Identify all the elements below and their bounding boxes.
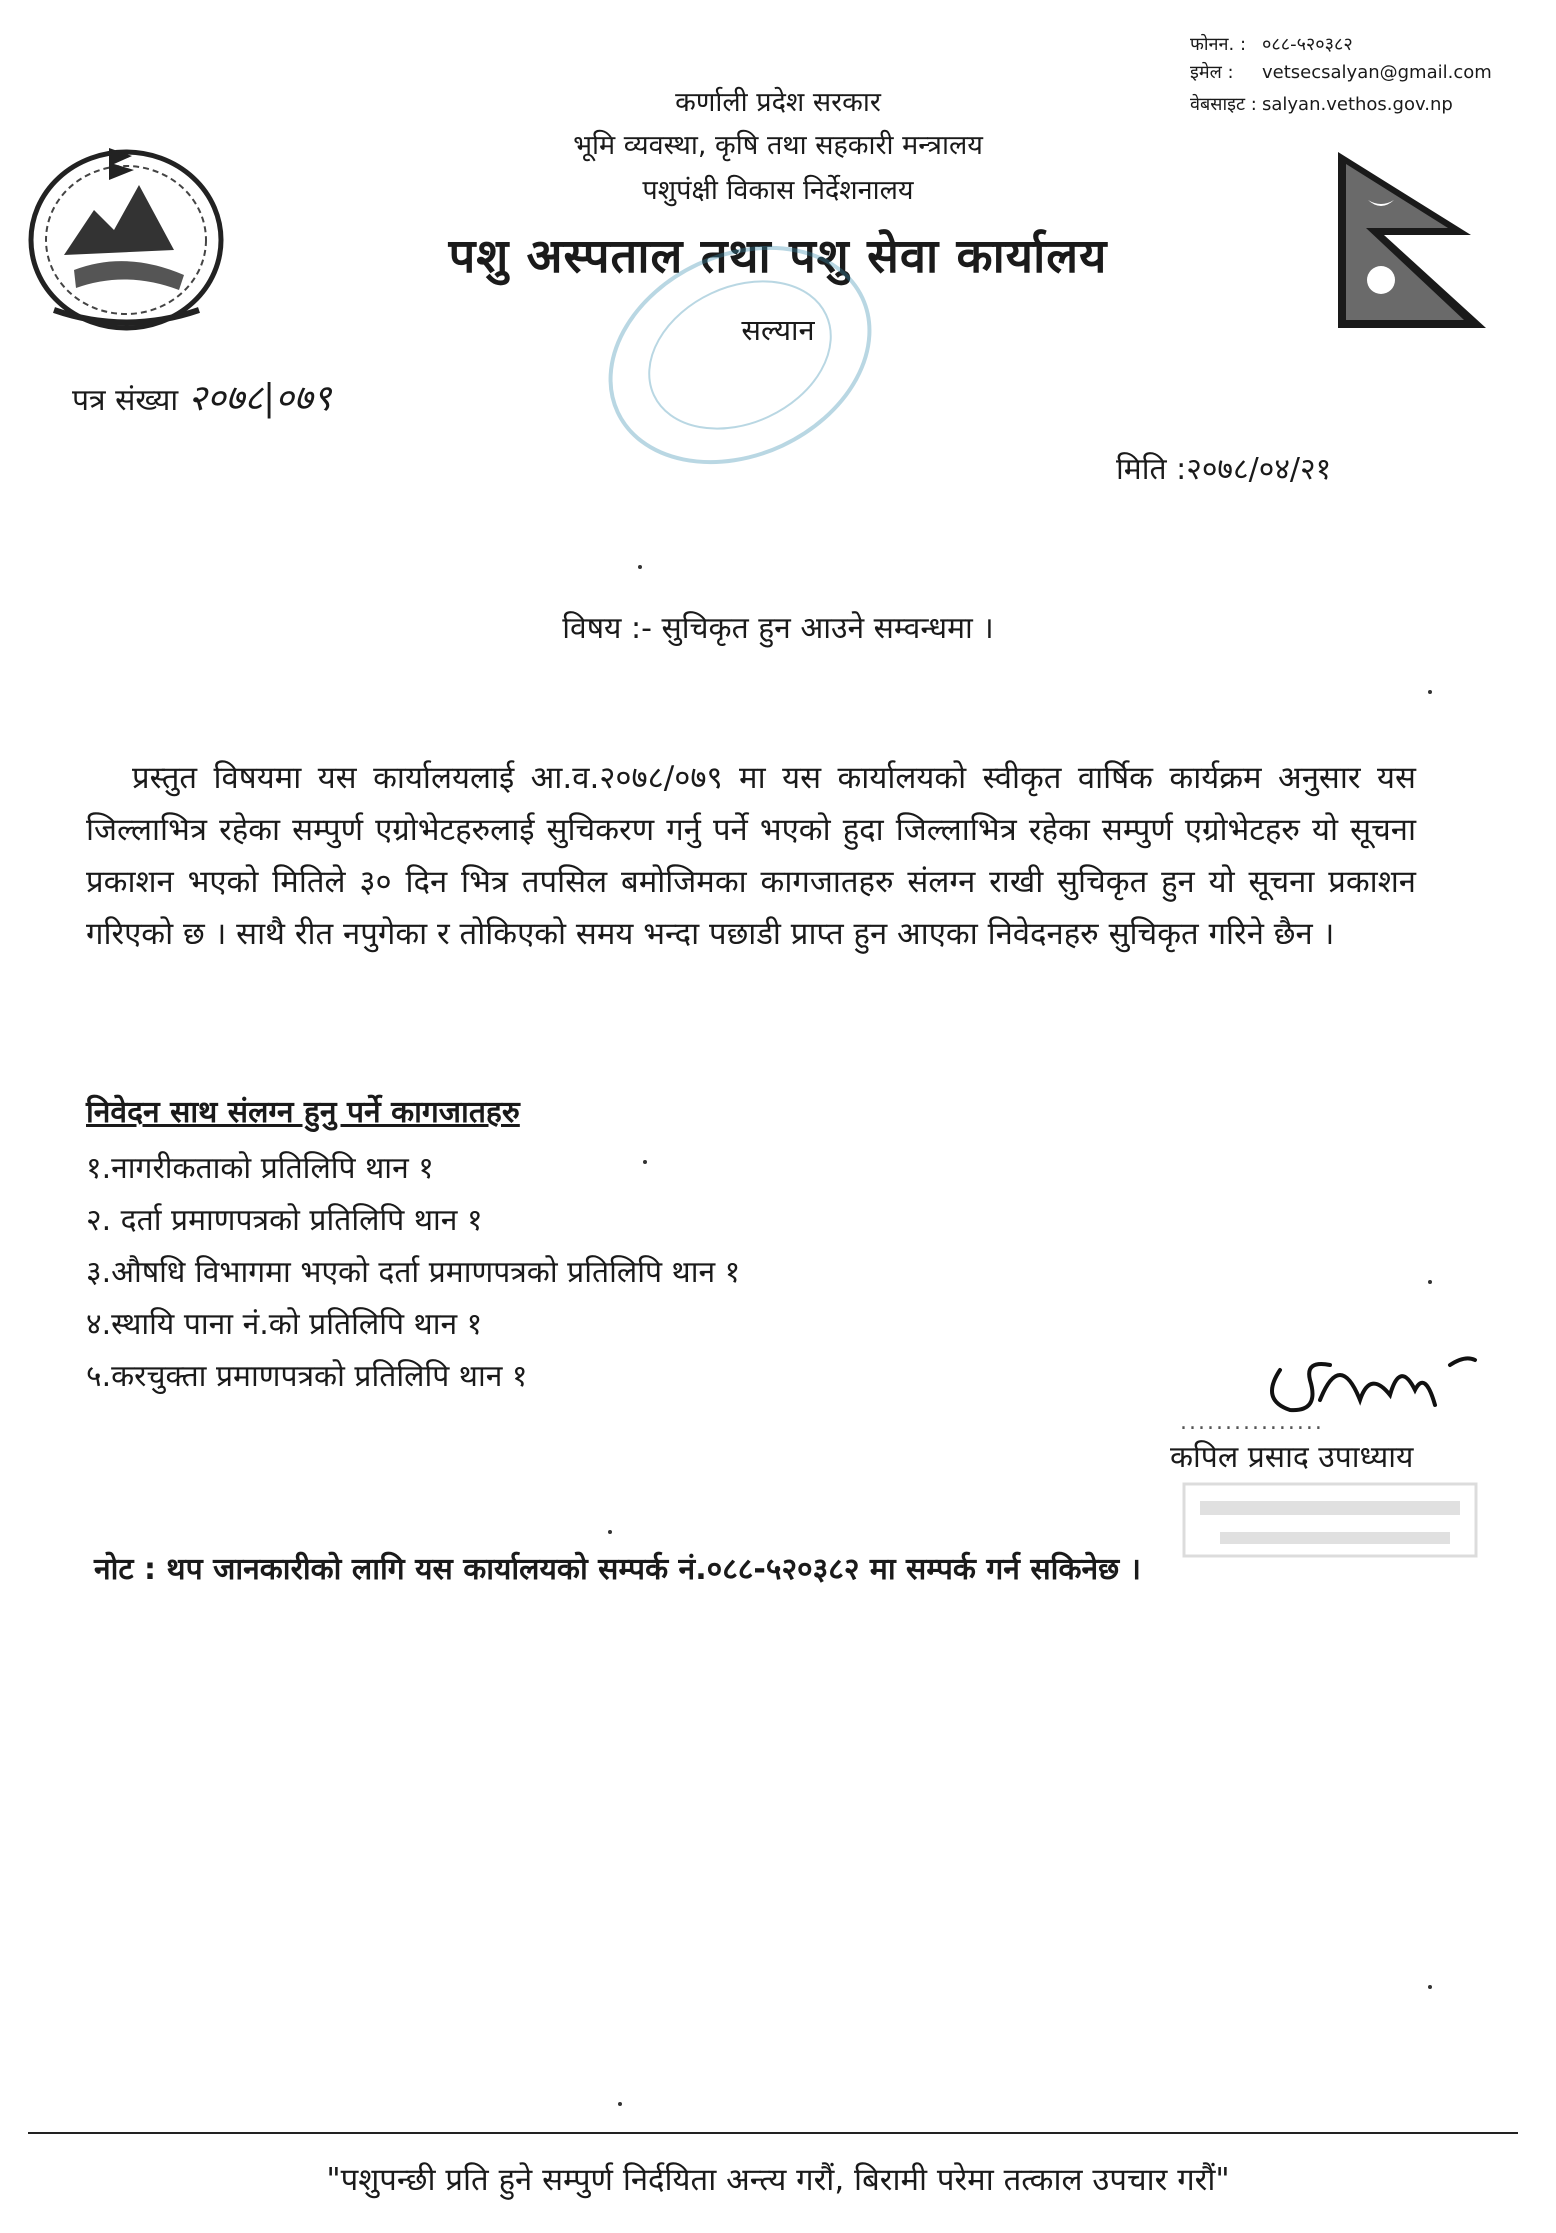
list-item: ४.स्थायि पाना नं.को प्रतिलिपि थान १ (86, 1307, 483, 1342)
list-item: ५.करचुक्ता प्रमाणपत्रको प्रतिलिपि थान १ (86, 1359, 528, 1394)
email-value: vetsecsalyan@gmail.com (1262, 62, 1492, 83)
phone-label: फोनन. : (1190, 34, 1247, 55)
reference-number (72, 372, 331, 421)
directorate-name: पशुपंक्षी विकास निर्देशनालय (642, 175, 914, 206)
website-value: salyan.vethos.gov.np (1262, 94, 1453, 115)
documents-heading: निवेदन साथ संलग्न हुनु पर्ने कागजातहरु (86, 1095, 520, 1130)
reference-label: पत्र संख्या (72, 383, 179, 418)
scan-speck (1428, 690, 1432, 694)
contact-phone (1190, 36, 1353, 54)
office-name: पशु अस्पताल तथा पशु सेवा कार्यालय (448, 229, 1108, 284)
office-location: सल्यान (741, 313, 815, 347)
letter-subject: विषय :- सुचिकृत हुन आउने सम्वन्धमा । (562, 611, 994, 646)
scan-speck (618, 2102, 622, 2106)
scan-speck (1428, 1280, 1432, 1284)
contact-website (1190, 96, 1453, 114)
contact-note: नोट : थप जानकारीको लागि यस कार्यालयको सम्पर्क नं.०८८-५२०३८२ मा सम्पर्क गर्न सकिनेछ । (94, 1552, 1141, 1587)
scan-speck (643, 1160, 647, 1164)
footer-motto: "पशुपन्छी प्रति हुने सम्पुर्ण निर्दयिता अन्त्य गरौं, बिरामी परेमा तत्काल उपचार गरौं" (326, 2162, 1230, 2198)
faded-name-stamp-icon (1180, 1480, 1480, 1560)
signatory-name: कपिल प्रसाद उपाध्याय (1170, 1440, 1414, 1475)
email-label: इमेल : (1190, 62, 1234, 83)
list-item: १.नागरीकताको प्रतिलिपि थान १ (86, 1151, 434, 1186)
scan-speck (1428, 1985, 1432, 1989)
signature-line: ................ (1180, 1410, 1324, 1435)
government-name: कर्णाली प्रदेश सरकार (675, 87, 881, 118)
scan-speck (638, 565, 642, 569)
office-stamp-icon (590, 240, 890, 470)
list-item: २. दर्ता प्रमाणपत्रको प्रतिलिपि थान १ (86, 1203, 483, 1238)
website-label: वेबसाइट : (1190, 94, 1257, 115)
scan-speck (608, 1530, 612, 1534)
footer-divider (28, 2132, 1518, 2134)
phone-value: ०८८-५२०३८२ (1262, 34, 1353, 55)
list-item: ३.औषधि विभागमा भएको दर्ता प्रमाणपत्रको प्रतिलिपि थान १ (86, 1255, 741, 1290)
letter-date: मिति :२०७८/०४/२१ (1116, 452, 1332, 487)
documents-list (86, 1143, 740, 1403)
contact-email (1190, 64, 1492, 82)
letter-body: प्रस्तुत विषयमा यस कार्यालयलाई आ.व.२०७८/०७९ मा यस कार्यालयको स्वीकृत वार्षिक कार्यक्रम अनुसार यस जिल्लाभित्र रहेका सम्पुर्ण एग्रोभेटहरुलाई सुचिकरण गर्नु पर्ने भएको हुदा जिल्लाभित्र रहेका सम्पुर्ण एग्रोभेटहरु यो सूचना प्रकाशन भएको मितिले ३० दिन भित्र तपसिल बमोजिमका कागजातहरु संलग्न राखी सुचिकृत हुन यो सूचना प्रकाशन गरिएको छ । साथै रीत नपुगेका र तोकिएको समय भन्दा पछाडी प्राप्त हुन आएका निवेदनहरु सुचिकृत गरिने छैन । (86, 760, 1416, 952)
reference-value: २०७८|०७९ (188, 378, 332, 419)
ministry-name: भूमि व्यवस्था, कृषि तथा सहकारी मन्त्रालय (573, 130, 983, 161)
